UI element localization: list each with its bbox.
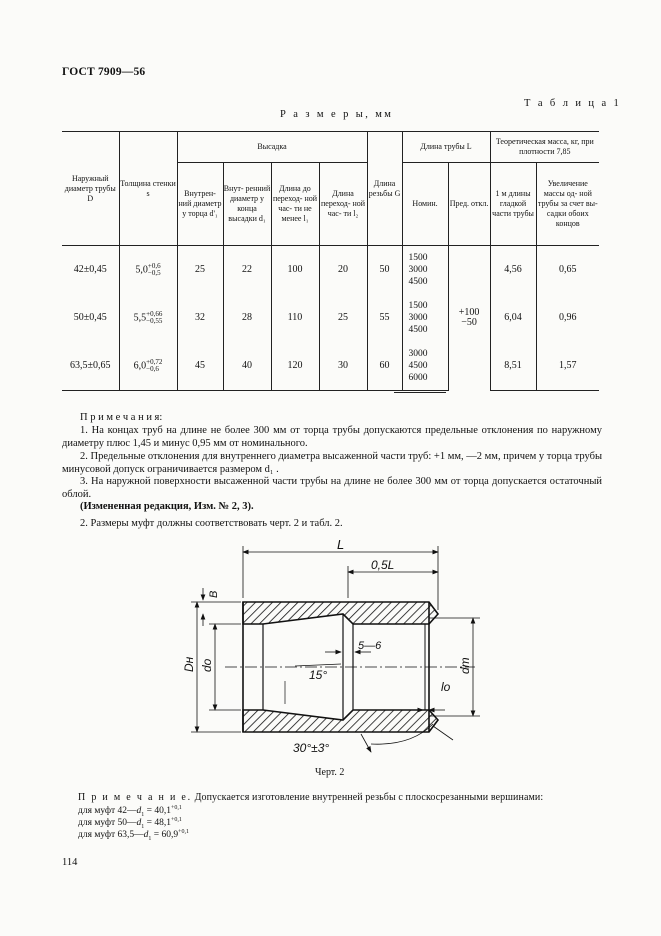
cell-diameter: 50±0,45 — [73, 312, 107, 323]
label-do: dо — [200, 658, 214, 672]
tolerance-bottom-rule — [394, 247, 446, 393]
table-row — [62, 246, 599, 295]
cell-tolerance: +100 −50 — [448, 246, 490, 391]
header-inner-upset: Внут- ренний диаметр у конца высадки d₁ — [223, 163, 271, 246]
label-lo: lо — [441, 680, 451, 694]
cell-wall: 5,5+0,66 −0,55 — [119, 294, 177, 342]
cell-lengths: 1500 3000 4500 — [402, 246, 448, 295]
cell-inner-upset: 40 — [223, 342, 271, 391]
header-length-min: Длина до переход- ной час- ти не менее l₁ — [271, 163, 319, 246]
coupling-drawing — [175, 538, 495, 766]
cell-lengths: 3000 4500 6000 — [402, 342, 448, 391]
cell-wall: 5,0+0,6 −0,5 — [119, 246, 177, 295]
cell-mass-increase: 0,96 — [536, 294, 599, 342]
header-mass-increase: Увеличение массы од- ной трубы за счет вы- садки обоих концов — [536, 163, 599, 246]
label-Dn: Dн — [182, 656, 196, 672]
note-line: для муфт $63,5—d_1 = 60,9^{+0,1}$ — [78, 829, 190, 843]
page-number: 114 — [62, 857, 78, 868]
label-5-6: 5—6 — [358, 640, 382, 652]
cell-inner-upset: 22 — [223, 246, 271, 295]
header-inner-end: Внутрен- ний диаметр у торца d'₁ — [177, 163, 223, 246]
cell-thread: 50 — [367, 246, 402, 295]
cell-mass-1m: 6,04 — [490, 294, 536, 342]
label-30deg: 30°±3° — [293, 741, 330, 755]
document-header: ГОСТ 7909—56 — [62, 66, 146, 78]
top-wall-section — [243, 602, 438, 624]
cell-inner-upset: 28 — [223, 294, 271, 342]
cell-mass-1m: 8,51 — [490, 342, 536, 391]
table-label: Т а б л и ц а 1 — [524, 98, 622, 109]
header-wall: Толщина стенки s — [119, 132, 177, 246]
angle15-leader — [295, 664, 341, 666]
cell-lengths: 1500 3000 4500 — [402, 294, 448, 342]
header-outer-diameter: Наружный диаметр трубы D — [62, 132, 119, 246]
note-2-intro: П р и м е ч а н и е. Допускается изготовление внутренней резьбы с плоскосрезанными вершинами: — [78, 792, 544, 803]
angle30-leader — [433, 726, 453, 740]
note-1: 1. На концах труб на длине не более 300 мм от торца трубы допускаются предельные отклонения по наружному диаметру плюс 1,45 и минус 0,95 мм от номинального. — [62, 425, 602, 449]
header-nominal: Номин. — [402, 163, 448, 246]
edition-note: (Измененная редакция, Изм. № 2, 3). — [80, 501, 254, 512]
header-pipe-length: Длина трубы L — [402, 132, 490, 163]
cell-transition: 20 — [319, 246, 367, 295]
cell-mass-increase: 1,57 — [536, 342, 599, 391]
label-15deg: 15° — [309, 668, 328, 682]
cell-thread: 55 — [367, 294, 402, 342]
cell-length-min: 110 — [271, 294, 319, 342]
cell-transition: 25 — [319, 294, 367, 342]
angle30-arrow — [361, 734, 371, 752]
label-B: B — [208, 590, 220, 598]
cell-inner-end: 45 — [177, 342, 223, 391]
notes-title: П р и м е ч а н и я: — [80, 412, 163, 423]
clause-2: 2. Размеры муфт должны соответствовать черт. 2 и табл. 2. — [80, 518, 343, 529]
cell-length-min: 120 — [271, 342, 319, 391]
cell-mass-1m: 4,56 — [490, 246, 536, 295]
cell-mass-increase: 0,65 — [536, 246, 599, 295]
table-row — [62, 342, 599, 391]
cell-transition: 30 — [319, 342, 367, 391]
figure-caption: Черт. 2 — [315, 767, 345, 778]
cell-diameter: 42±0,45 — [73, 264, 107, 275]
label-half-L: 0,5L — [371, 558, 395, 572]
header-tolerance: Пред. откл. — [448, 163, 490, 246]
dimensions-table — [62, 131, 599, 391]
cell-length-min: 100 — [271, 246, 319, 295]
header-thread: Длина резьбы G — [367, 132, 402, 246]
label-L: L — [337, 538, 345, 552]
table-row — [62, 294, 599, 342]
note-2: 2. Предельные отклонения для внутреннего диаметра высаженной части труб: +1 мм, —2 мм, причем у торца трубы минусовой допуск ограничивается размером d₁ . — [62, 451, 602, 475]
cell-inner-end: 32 — [177, 294, 223, 342]
note-3: 3. На наружной поверхности высаженной части трубы на длине не более 300 мм от торца допускается остаточный облой. — [62, 476, 602, 500]
label-dT: dт — [458, 657, 472, 674]
cell-diameter: 63,5±0,65 — [62, 342, 119, 391]
cell-thread: 60 — [367, 342, 402, 391]
header-mass-1m: 1 м длины гладкой части трубы — [490, 163, 536, 246]
note-line: для муфт $42—d_1 = 40,1^{+0,1}$ — [78, 805, 182, 819]
note-line: для муфт $50—d_1 = 48,1^{+0,1}$ — [78, 817, 182, 831]
cell-wall: 6,0+0,72 −0,6 — [119, 342, 177, 391]
bottom-wall-section — [243, 710, 438, 732]
table-caption: Р а з м е р ы, мм — [280, 109, 394, 120]
header-mass: Теоретическая масса, кг, при плотности 7,85 — [490, 132, 599, 163]
cell-inner-end: 25 — [177, 246, 223, 295]
header-transition: Длина переход- ной час- ти l₂ — [319, 163, 367, 246]
header-upset: Высадка — [177, 132, 367, 163]
